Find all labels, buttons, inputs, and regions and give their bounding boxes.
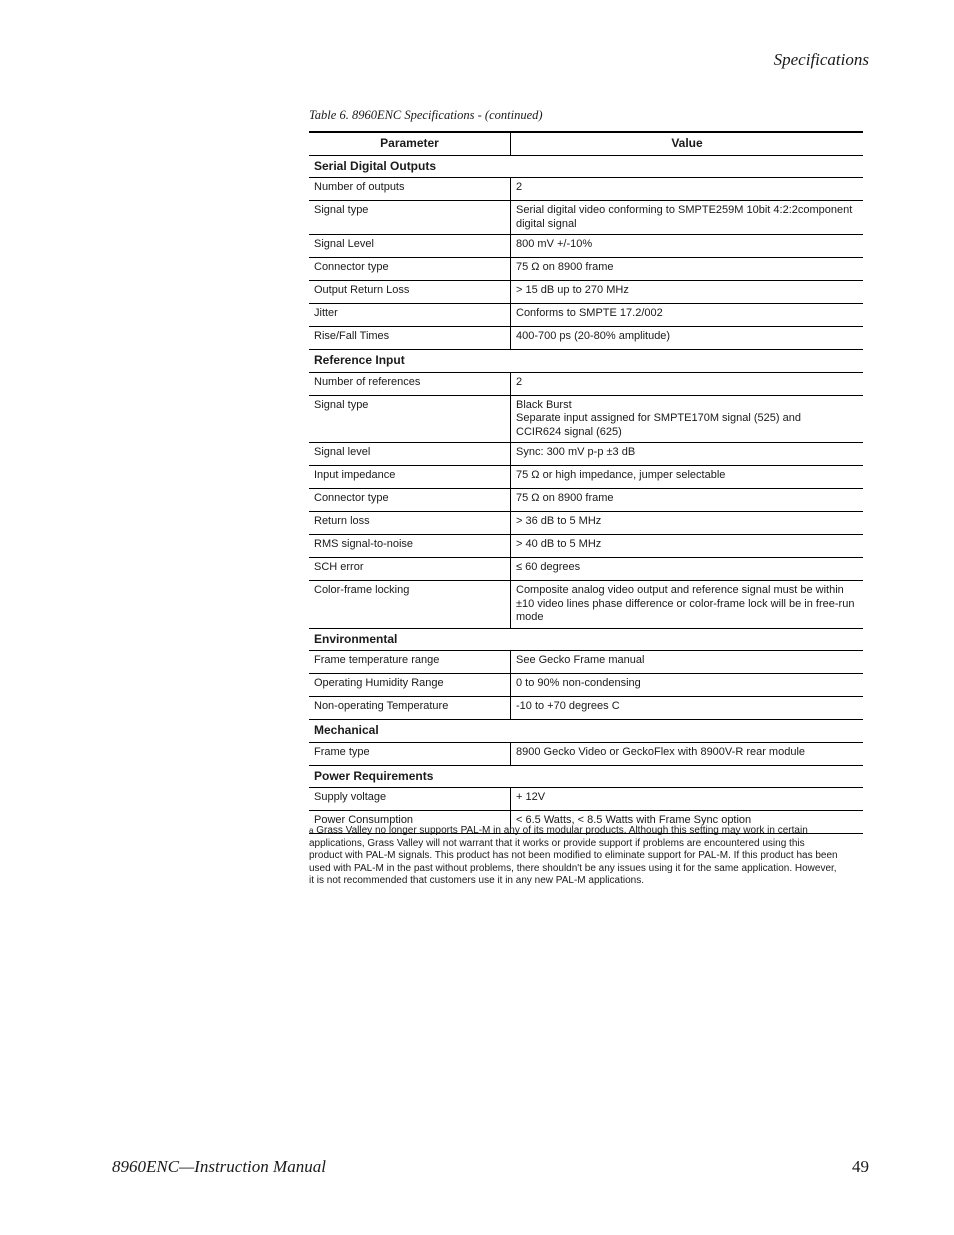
footnote-marker: a bbox=[309, 826, 314, 835]
table-body bbox=[309, 155, 863, 834]
value-cell: Black Burst Separate input assigned for SMPTE170M signal (525) and CCIR624 signal (625) bbox=[511, 395, 864, 443]
section-row bbox=[309, 720, 863, 743]
table-caption: Table 6. 8960ENC Specifications - (continued) bbox=[309, 108, 543, 122]
table-row bbox=[309, 697, 863, 720]
parameter-cell: RMS signal-to-noise bbox=[309, 535, 511, 558]
table-row bbox=[309, 281, 863, 304]
value-cell: ≤ 60 degrees bbox=[511, 558, 864, 581]
parameter-cell: Frame temperature range bbox=[309, 651, 511, 674]
table-row bbox=[309, 178, 863, 201]
parameter-cell: Number of outputs bbox=[309, 178, 511, 201]
section-title: Reference Input bbox=[309, 350, 863, 373]
value-cell: > 40 dB to 5 MHz bbox=[511, 535, 864, 558]
value-cell: < 6.5 Watts, < 8.5 Watts with Frame Sync option bbox=[511, 811, 864, 834]
section-title: Mechanical bbox=[309, 720, 863, 743]
parameter-cell: Rise/Fall Times bbox=[309, 327, 511, 350]
value-cell: Sync: 300 mV p-p ±3 dB bbox=[511, 443, 864, 466]
table-row bbox=[309, 788, 863, 811]
parameter-cell: Input impedance bbox=[309, 466, 511, 489]
table-row bbox=[309, 395, 863, 443]
table-row bbox=[309, 512, 863, 535]
section-row bbox=[309, 765, 863, 788]
parameter-cell: SCH error bbox=[309, 558, 511, 581]
parameter-cell: Operating Humidity Range bbox=[309, 674, 511, 697]
value-cell: > 15 dB up to 270 MHz bbox=[511, 281, 864, 304]
table-row bbox=[309, 489, 863, 512]
value-cell: > 36 dB to 5 MHz bbox=[511, 512, 864, 535]
parameter-cell: Signal type bbox=[309, 201, 511, 235]
parameter-cell: Connector type bbox=[309, 489, 511, 512]
table-row bbox=[309, 558, 863, 581]
parameter-cell: Non-operating Temperature bbox=[309, 697, 511, 720]
parameter-cell: Signal level bbox=[309, 443, 511, 466]
table-row bbox=[309, 372, 863, 395]
section-title: Serial Digital Outputs bbox=[309, 155, 863, 178]
table-row bbox=[309, 581, 863, 629]
value-cell: 0 to 90% non-condensing bbox=[511, 674, 864, 697]
table-footnote bbox=[309, 825, 839, 888]
table-row bbox=[309, 304, 863, 327]
table-row bbox=[309, 651, 863, 674]
parameter-cell: Power Consumption bbox=[309, 811, 511, 834]
value-cell: See Gecko Frame manual bbox=[511, 651, 864, 674]
value-cell: 75 Ω or high impedance, jumper selectable bbox=[511, 466, 864, 489]
section-title: Environmental bbox=[309, 628, 863, 651]
table-row bbox=[309, 742, 863, 765]
parameter-cell: Frame type bbox=[309, 742, 511, 765]
parameter-cell: Signal Level bbox=[309, 235, 511, 258]
value-cell: 800 mV +/-10% bbox=[511, 235, 864, 258]
value-cell: 75 Ω on 8900 frame bbox=[511, 489, 864, 512]
value-cell: 8900 Gecko Video or GeckoFlex with 8900V-R rear module bbox=[511, 742, 864, 765]
value-cell: 400-700 ps (20-80% amplitude) bbox=[511, 327, 864, 350]
section-title: Power Requirements bbox=[309, 765, 863, 788]
specifications-table bbox=[309, 131, 863, 834]
parameter-cell: Connector type bbox=[309, 258, 511, 281]
parameter-cell: Signal type bbox=[309, 395, 511, 443]
table-row bbox=[309, 201, 863, 235]
parameter-cell: Number of references bbox=[309, 372, 511, 395]
parameter-cell: Supply voltage bbox=[309, 788, 511, 811]
column-header-value: Value bbox=[511, 132, 864, 155]
running-head: Specifications bbox=[773, 50, 869, 69]
parameter-cell: Output Return Loss bbox=[309, 281, 511, 304]
table-row bbox=[309, 258, 863, 281]
section-row bbox=[309, 155, 863, 178]
parameter-cell: Color-frame locking bbox=[309, 581, 511, 629]
footnote-text: Grass Valley no longer supports PAL-M in any of its modular products. Although this setting may work in certain applications, Grass Valley will not warrant that it works or provide support if problems are encountered using this product with PAL-M signals. This product has not been modified to eliminate support for PAL-M. If this product has been used with PAL-M in the past without problems, there shouldn't be any issues using it for the same application. However, it is not recommended that customers use it in any new PAL-M applications. bbox=[309, 825, 838, 887]
value-cell: Composite analog video output and reference signal must be within ±10 video lines phase difference or color-frame lock will be in free-run mode bbox=[511, 581, 864, 629]
table-row bbox=[309, 674, 863, 697]
value-cell: Serial digital video conforming to SMPTE259M 10bit 4:2:2component digital signal bbox=[511, 201, 864, 235]
parameter-cell: Jitter bbox=[309, 304, 511, 327]
value-cell: + 12V bbox=[511, 788, 864, 811]
value-cell: 2 bbox=[511, 178, 864, 201]
value-cell: Conforms to SMPTE 17.2/002 bbox=[511, 304, 864, 327]
table-row bbox=[309, 235, 863, 258]
column-header-parameter: Parameter bbox=[309, 132, 511, 155]
table-row bbox=[309, 443, 863, 466]
footer-page-number: 49 bbox=[852, 1157, 869, 1176]
value-cell: -10 to +70 degrees C bbox=[511, 697, 864, 720]
section-row bbox=[309, 628, 863, 651]
table-row bbox=[309, 466, 863, 489]
table-row bbox=[309, 535, 863, 558]
parameter-cell: Return loss bbox=[309, 512, 511, 535]
value-cell: 2 bbox=[511, 372, 864, 395]
table-row bbox=[309, 327, 863, 350]
section-row bbox=[309, 350, 863, 373]
table-header-row bbox=[309, 132, 863, 155]
value-cell: 75 Ω on 8900 frame bbox=[511, 258, 864, 281]
footer-manual-title: 8960ENC—Instruction Manual bbox=[112, 1157, 326, 1176]
